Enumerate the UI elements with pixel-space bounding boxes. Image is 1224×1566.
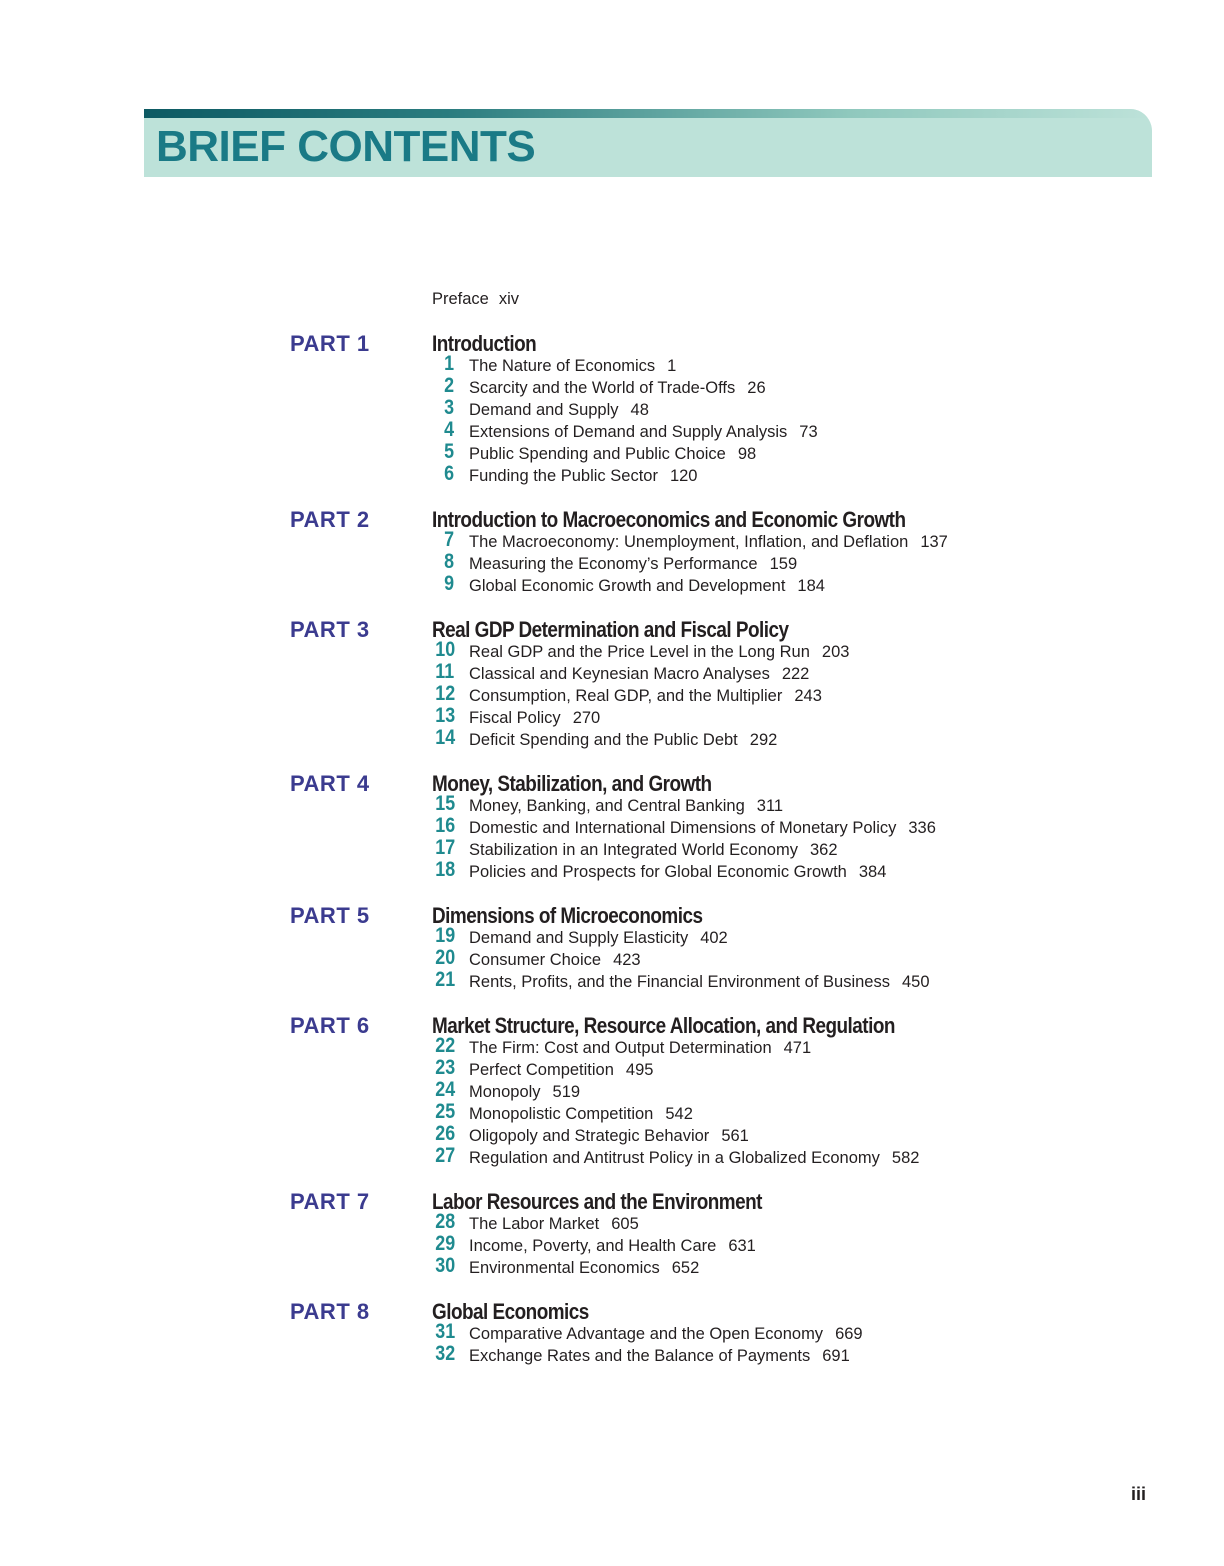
part-title[interactable]: Introduction <box>432 331 537 356</box>
chapter-page: 203 <box>821 643 850 661</box>
chapter-number: 17 <box>435 836 456 859</box>
chapter-title-line <box>469 641 849 663</box>
chapter-number: 11 <box>435 660 455 683</box>
chapter-title-line <box>469 839 838 861</box>
part-label: PART 4 <box>290 771 370 796</box>
chapter-title-line <box>469 1147 919 1169</box>
chapter-page: 73 <box>799 423 818 441</box>
chapter-title: The Firm: Cost and Output Determination <box>469 1039 772 1057</box>
chapter-title-line <box>469 1213 639 1235</box>
chapter-page: 292 <box>749 731 778 749</box>
chapter-number: 12 <box>435 682 456 705</box>
chapter-number: 20 <box>435 946 456 969</box>
chapter-title: Demand and Supply <box>469 401 619 419</box>
chapter-title-line <box>469 1037 811 1059</box>
chapter-title-line <box>469 443 756 465</box>
preface-label: Preface <box>432 290 489 308</box>
part-label: PART 7 <box>290 1189 370 1214</box>
part-title[interactable]: Market Structure, Resource Allocation, and Regulation <box>432 1013 895 1038</box>
chapter-page: 159 <box>769 555 798 573</box>
chapter-title: The Labor Market <box>469 1215 600 1233</box>
chapter-title-line <box>469 971 930 993</box>
chapter-page: 423 <box>613 951 641 969</box>
chapter-title: The Nature of Economics <box>469 357 656 375</box>
chapter-page: 270 <box>572 709 601 727</box>
chapter-title-line <box>469 729 777 751</box>
chapter-number: 21 <box>435 968 456 991</box>
chapter-number: 30 <box>435 1254 456 1277</box>
chapter-number: 31 <box>435 1320 456 1343</box>
chapter-title: Income, Poverty, and Health Care <box>469 1237 717 1255</box>
chapter-number: 16 <box>435 814 456 837</box>
chapter-title: Monopoly <box>469 1083 541 1101</box>
part-title[interactable]: Global Economics <box>432 1299 589 1324</box>
chapter-title-line <box>469 1103 693 1125</box>
chapter-title: Comparative Advantage and the Open Economy <box>469 1325 824 1343</box>
chapter-title: Demand and Supply Elasticity <box>469 929 689 947</box>
chapter-number: 25 <box>435 1100 456 1123</box>
chapter-title-line <box>469 663 809 685</box>
chapter-title: Measuring the Economy’s Performance <box>469 555 758 573</box>
chapter-title: Rents, Profits, and the Financial Environment of Business <box>469 973 890 991</box>
chapter-number: 7 <box>444 528 454 551</box>
header-band <box>144 109 1152 177</box>
part-title[interactable]: Dimensions of Microeconomics <box>432 903 703 928</box>
part-label: PART 2 <box>290 507 370 532</box>
chapter-page: 542 <box>665 1105 693 1123</box>
chapter-title: Oligopoly and Strategic Behavior <box>469 1127 710 1145</box>
chapter-page: 561 <box>721 1127 749 1145</box>
chapter-page: 362 <box>809 841 838 859</box>
chapter-number: 14 <box>435 726 456 749</box>
chapter-number: 3 <box>444 396 454 419</box>
chapter-title-line <box>469 399 649 421</box>
chapter-number: 2 <box>444 374 454 397</box>
chapter-page: 311 <box>756 797 784 815</box>
chapter-title-line <box>469 575 825 597</box>
chapter-title: Perfect Competition <box>469 1061 614 1079</box>
chapter-page: 495 <box>625 1061 654 1079</box>
chapter-title: Consumption, Real GDP, and the Multiplier <box>469 687 783 705</box>
chapter-title: Monopolistic Competition <box>469 1105 654 1123</box>
chapter-page: 222 <box>781 665 810 683</box>
preface-page: xiv <box>498 290 520 308</box>
chapter-title-line <box>469 1235 756 1257</box>
chapter-page: 384 <box>858 863 887 881</box>
chapter-title: Stabilization in an Integrated World Economy <box>469 841 798 859</box>
part-title[interactable]: Money, Stabilization, and Growth <box>432 771 712 796</box>
page-title: BRIEF CONTENTS <box>156 122 536 171</box>
page-number: iii <box>1131 1484 1147 1504</box>
chapter-title: Extensions of Demand and Supply Analysis <box>469 423 788 441</box>
chapter-title: Exchange Rates and the Balance of Payments <box>469 1347 811 1365</box>
chapter-number: 18 <box>435 858 456 881</box>
chapter-page: 137 <box>920 533 948 551</box>
chapter-page: 26 <box>747 379 766 397</box>
chapter-title: Policies and Prospects for Global Economic Growth <box>469 863 847 881</box>
chapter-title-line <box>469 861 886 883</box>
chapter-number: 19 <box>435 924 456 947</box>
chapter-title-line <box>469 553 797 575</box>
chapter-number: 4 <box>444 418 454 441</box>
chapter-title: Scarcity and the World of Trade-Offs <box>469 379 736 397</box>
chapter-page: 519 <box>552 1083 581 1101</box>
chapter-title-line <box>469 707 600 729</box>
part-title[interactable]: Introduction to Macroeconomics and Economic Growth <box>432 507 906 532</box>
chapter-page: 48 <box>630 401 649 419</box>
part-label: PART 3 <box>290 617 370 642</box>
chapter-page: 243 <box>794 687 822 705</box>
chapter-title-line <box>469 1059 653 1081</box>
chapter-page: 605 <box>611 1215 639 1233</box>
chapter-title: The Macroeconomy: Unemployment, Inflation, and Deflation <box>469 533 909 551</box>
chapter-title: Money, Banking, and Central Banking <box>469 797 745 815</box>
chapter-title-line <box>469 1125 749 1147</box>
chapter-title-line <box>469 927 728 949</box>
chapter-title-line <box>469 421 818 443</box>
chapter-page: 691 <box>822 1347 850 1365</box>
chapter-number: 32 <box>435 1342 456 1365</box>
chapter-title: Classical and Keynesian Macro Analyses <box>469 665 770 683</box>
chapter-number: 1 <box>444 352 454 375</box>
chapter-title: Fiscal Policy <box>469 709 561 727</box>
chapter-number: 6 <box>444 462 454 485</box>
chapter-title: Global Economic Growth and Development <box>469 577 786 595</box>
chapter-number: 10 <box>435 638 456 661</box>
chapter-page: 471 <box>783 1039 812 1057</box>
chapter-title: Regulation and Antitrust Policy in a Globalized Economy <box>469 1149 880 1167</box>
part-label: PART 6 <box>290 1013 370 1038</box>
chapter-page: 652 <box>671 1259 700 1277</box>
chapter-title: Public Spending and Public Choice <box>469 445 726 463</box>
chapter-number: 8 <box>444 550 454 573</box>
chapter-title: Environmental Economics <box>469 1259 660 1277</box>
chapter-title-line <box>469 465 697 487</box>
part-label: PART 1 <box>290 331 370 356</box>
chapter-title: Funding the Public Sector <box>469 467 658 485</box>
chapter-page: 669 <box>835 1325 863 1343</box>
chapter-number: 22 <box>435 1034 456 1057</box>
chapter-title-line <box>469 377 766 399</box>
chapter-title-line <box>469 1081 580 1103</box>
chapter-title-line <box>469 685 822 707</box>
chapter-number: 23 <box>435 1056 456 1079</box>
chapter-number: 9 <box>444 572 454 595</box>
chapter-title: Domestic and International Dimensions of Monetary Policy <box>469 819 897 837</box>
preface-entry[interactable] <box>432 289 519 309</box>
part-title[interactable]: Labor Resources and the Environment <box>432 1189 762 1214</box>
chapter-title-line <box>469 1323 863 1345</box>
chapter-title: Real GDP and the Price Level in the Long Run <box>469 643 810 661</box>
chapter-title: Consumer Choice <box>469 951 602 969</box>
chapter-number: 24 <box>435 1078 456 1101</box>
part-label: PART 8 <box>290 1299 370 1324</box>
chapter-number: 5 <box>444 440 454 463</box>
chapter-title: Deficit Spending and the Public Debt <box>469 731 738 749</box>
chapter-title-line <box>469 949 641 971</box>
chapter-title-line <box>469 795 783 817</box>
chapter-title-line <box>469 531 948 553</box>
chapter-title-line <box>469 355 676 377</box>
part-title[interactable]: Real GDP Determination and Fiscal Policy <box>432 617 789 642</box>
part-label: PART 5 <box>290 903 370 928</box>
chapter-page: 582 <box>891 1149 920 1167</box>
chapter-page: 631 <box>728 1237 756 1255</box>
chapter-page: 450 <box>901 973 930 991</box>
header-gradient-rule <box>144 109 1152 118</box>
chapter-title-line <box>469 817 936 839</box>
chapter-page: 184 <box>797 577 825 595</box>
chapter-page: 1 <box>667 357 677 375</box>
chapter-page: 98 <box>737 445 757 463</box>
chapter-number: 29 <box>435 1232 456 1255</box>
chapter-number: 28 <box>435 1210 456 1233</box>
chapter-page: 402 <box>700 929 728 947</box>
chapter-title-line <box>469 1257 699 1279</box>
chapter-number: 27 <box>435 1144 456 1167</box>
chapter-number: 15 <box>435 792 456 815</box>
chapter-title-line <box>469 1345 850 1367</box>
chapter-number: 26 <box>435 1122 456 1145</box>
chapter-page: 120 <box>669 467 698 485</box>
chapter-page: 336 <box>908 819 936 837</box>
chapter-number: 13 <box>435 704 456 727</box>
